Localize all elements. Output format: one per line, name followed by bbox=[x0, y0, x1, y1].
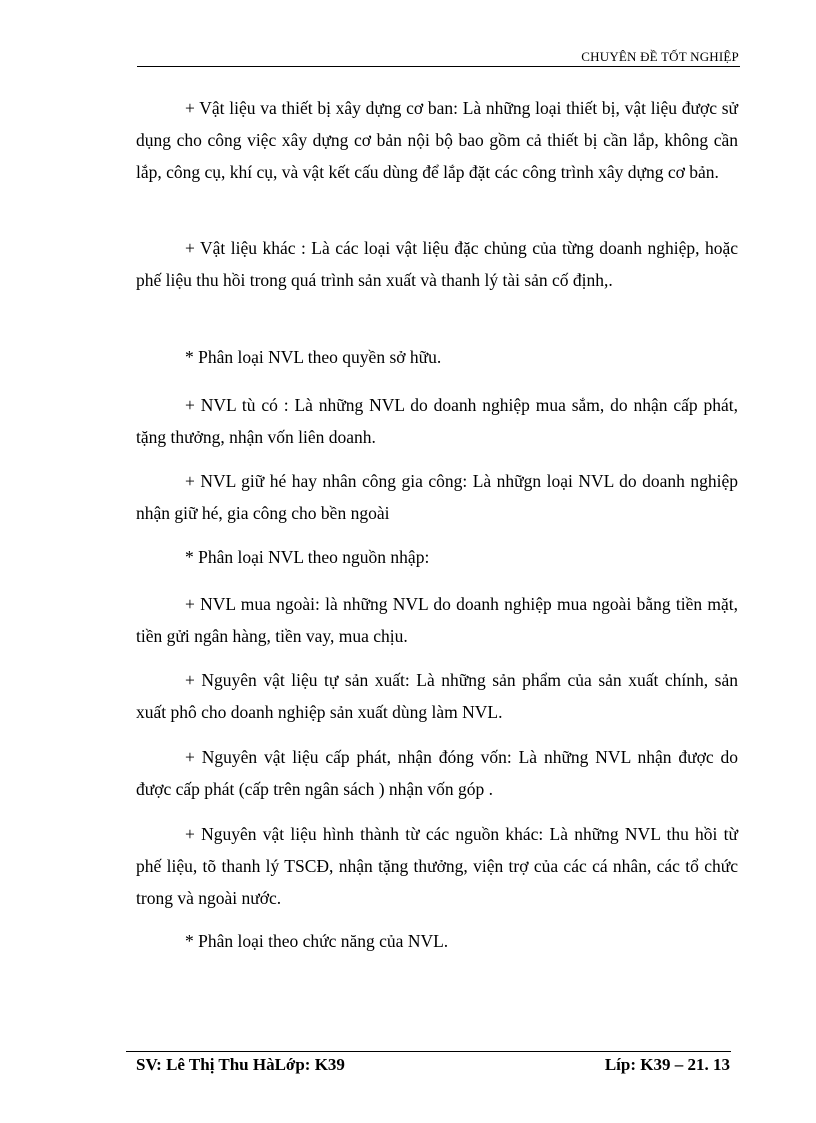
footer-divider bbox=[126, 1051, 731, 1052]
paragraph: + NVL mua ngoài: là những NVL do doanh nghiệp mua ngoài bằng tiền mặt, tiền gửi ngân hàng, tiền vay, mua chịu. bbox=[136, 594, 738, 646]
header-divider bbox=[137, 66, 740, 67]
paragraph: + Vật liệu va thiết bị xây dựng cơ ban: Là những loại thiết bị, vật liệu được sử dụng cho công việc xây dựng cơ bản nội bộ bao gồm cả thiết bị cần lắp, không cần lắp, công cụ, khí cụ, và vật kết cấu dùng để lắp đặt các công trình xây dựng cơ bản. bbox=[136, 98, 738, 182]
paragraph: + Vật liệu khác : Là các loại vật liệu đặc chủng của từng doanh nghiệp, hoặc phế liệu thu hồi trong quá trình sản xuất và thanh lý tài sản cố định,. bbox=[136, 238, 738, 290]
paragraph: + NVL giữ hé hay nhân công gia công: Là nhữgn loại NVL do doanh nghiệp nhận giữ hé, gia công cho bền ngoài bbox=[136, 471, 738, 523]
footer-student: SV: Lê Thị Thu HàLớp: K39 bbox=[136, 1055, 345, 1074]
paragraph: + Nguyên vật liệu tự sản xuất: Là những sản phẩm của sản xuất chính, sản xuất phô cho doanh nghiệp sản xuất dùng làm NVL. bbox=[136, 670, 738, 722]
paragraph: + NVL tù có : Là những NVL do doanh nghiệp mua sắm, do nhận cấp phát, tặng thưởng, nhận vốn liên doanh. bbox=[136, 395, 738, 447]
section-heading: * Phân loại theo chức năng của NVL. bbox=[185, 931, 449, 951]
paragraph: + Nguyên vật liệu cấp phát, nhận đóng vốn: Là những NVL nhận được do được cấp phát (cấp trên ngân sách ) nhận vốn góp . bbox=[136, 747, 738, 799]
paragraph: + Nguyên vật liệu hình thành từ các nguồn khác: Là những NVL thu hồi từ phế liệu, tõ thanh lý TSCĐ, nhận tặng thưởng, viện trợ của các cá nhân, các tổ chức trong và ngoài nước. bbox=[136, 824, 738, 908]
footer-class: Líp: K39 – 21. 13 bbox=[604, 1055, 730, 1074]
section-heading: * Phân loại NVL theo quyền sở hữu. bbox=[185, 347, 442, 367]
section-heading: * Phân loại NVL theo nguồn nhập: bbox=[185, 547, 430, 567]
header-title: CHUYÊN ĐỀ TỐT NGHIỆP bbox=[581, 49, 739, 64]
